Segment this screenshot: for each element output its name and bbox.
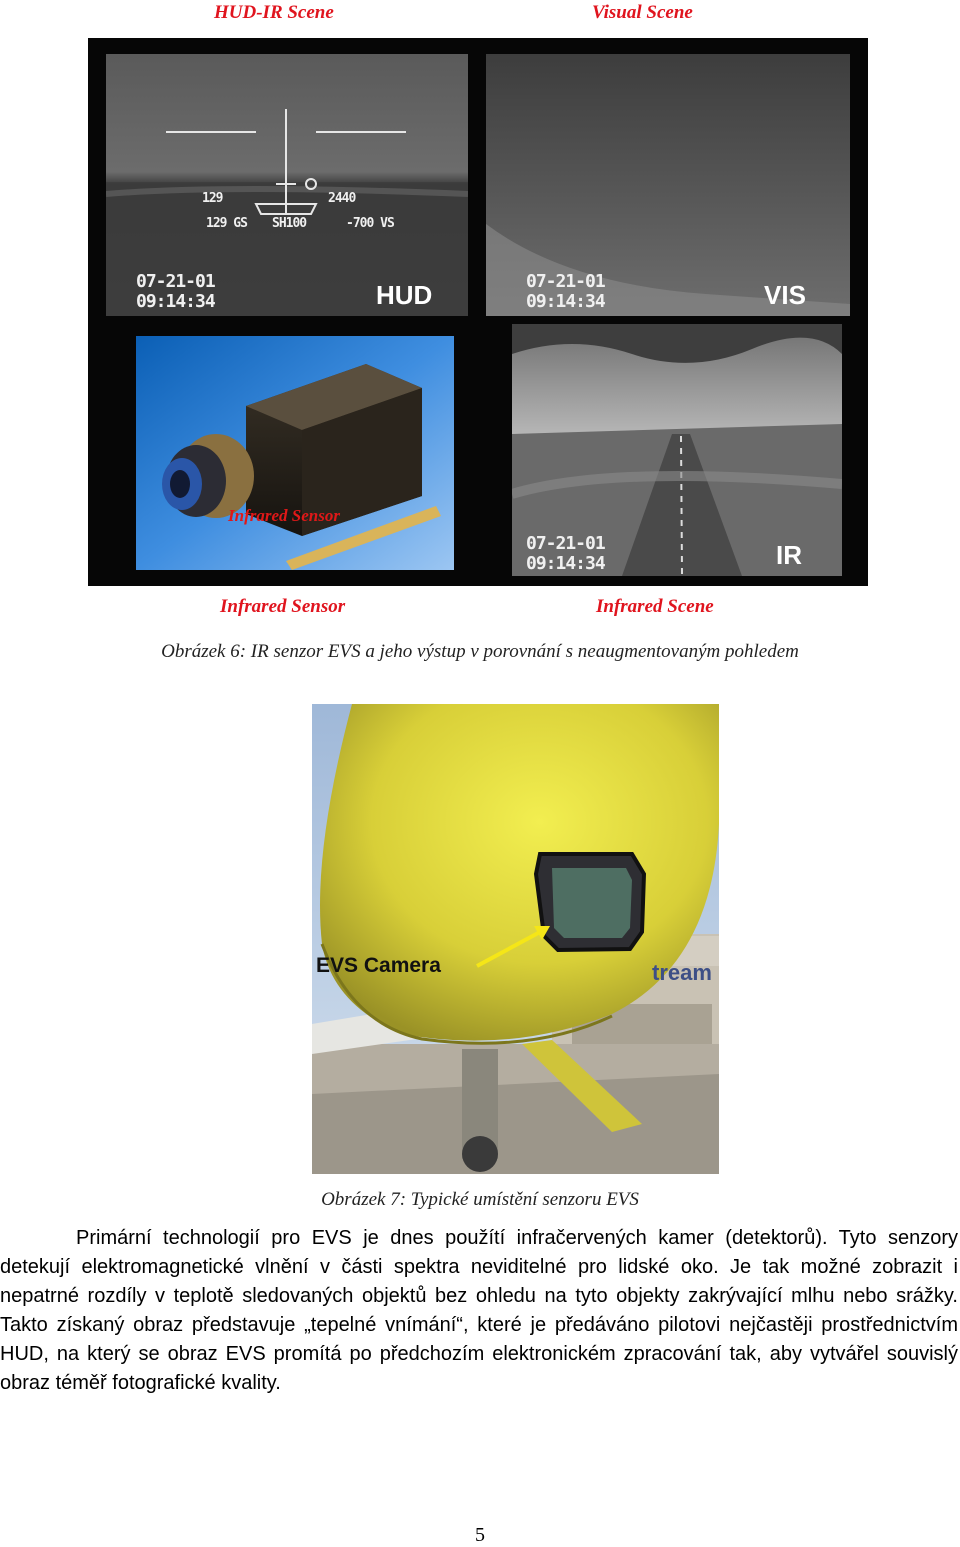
body-paragraph: Primární technologií pro EVS je dnes použítí infračervených kamer (detektorů). Tyto senzory detekují elektromagnetické vlnění v části spektra neviditelné pro lidské oko. Je tak možné zobrazit i nepatrné rozdíly v teplotě sledovaných objektů bez ohledu na tyto objekty zakrývající mlhu nebo srážky. Takto získaný obraz představuje „tepelné vnímání“, které je předáváno pilotovi nejčastěji prostřednictvím HUD, na který se obraz EVS promítá po předchozím elektronickém zpracování tak, aby vytvářel souvislý obraz téměř fotografické kvality.: [0, 1227, 958, 1394]
visual-panel: [486, 54, 850, 316]
ir-date: 07-21-01: [526, 533, 605, 554]
evs-camera-label: EVS Camera: [316, 954, 441, 977]
vis-date: 07-21-01: [526, 271, 605, 292]
aircraft-nose-photo: [312, 704, 719, 1174]
figure-7-caption: Obrázek 7: Typické umístění senzoru EVS: [321, 1189, 639, 1210]
figure-6-caption: Obrázek 6: IR senzor EVS a jeho výstup v porovnání s neaugmentovaným pohledem: [161, 641, 799, 662]
hud-date: 07-21-01: [136, 271, 215, 292]
sensor-photo-label: Infrared Sensor: [228, 506, 340, 525]
page-number: 5: [475, 1524, 485, 1546]
figure-6-frame: [88, 38, 868, 586]
label-hud-ir-scene: HUD-IR Scene: [214, 2, 334, 23]
figure-7: [312, 704, 719, 1174]
hangar-sign-text: tream: [652, 960, 712, 985]
hud-time: 09:14:34: [136, 291, 215, 312]
body-text: [0, 1224, 958, 1398]
hud-tag: HUD: [376, 280, 433, 310]
label-visual-scene: Visual Scene: [592, 2, 693, 23]
ir-tag: IR: [776, 540, 802, 570]
hud-readout-heading: SH100: [272, 216, 307, 231]
hud-readout-speed: 129: [202, 191, 223, 206]
ir-time: 09:14:34: [526, 553, 605, 574]
hud-readout-vs: -700 VS: [346, 216, 394, 231]
label-infrared-scene: Infrared Scene: [596, 596, 714, 617]
hud-readout-altitude: 2440: [328, 191, 356, 206]
hud-ir-panel: [106, 54, 468, 316]
figure-6: [86, 0, 870, 630]
sensor-image: [136, 336, 454, 570]
hud-readout-gs: 129 GS: [206, 216, 247, 231]
label-infrared-sensor: Infrared Sensor: [220, 596, 346, 617]
infrared-scene-panel: [512, 324, 842, 576]
vis-tag: VIS: [764, 280, 806, 310]
infrared-sensor-photo: [136, 336, 454, 570]
vis-time: 09:14:34: [526, 291, 605, 312]
